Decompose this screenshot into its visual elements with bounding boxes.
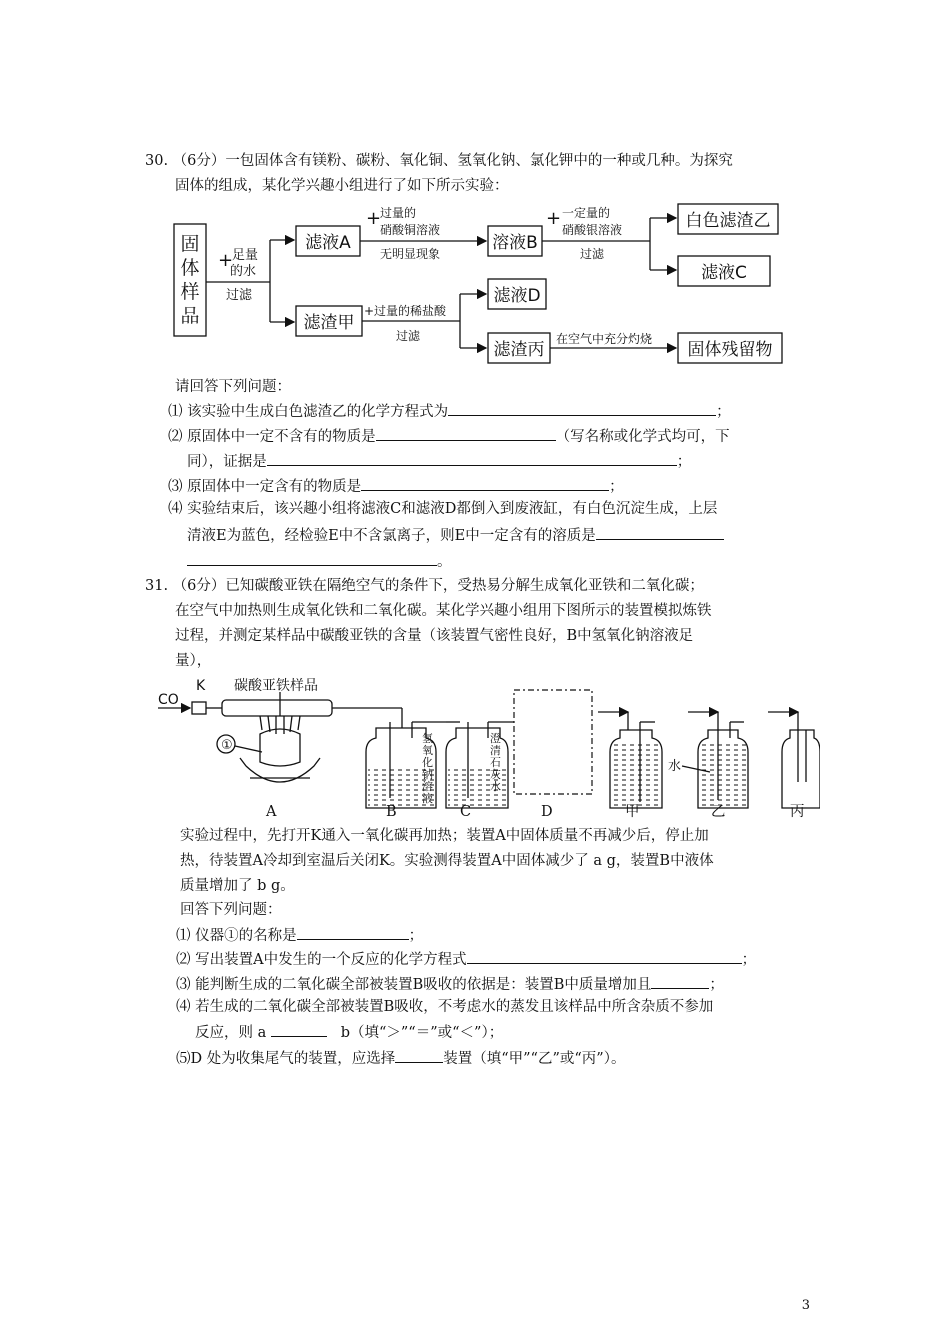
q31-p2: 热，待装置A冷却到室温后关闭K。实验测得装置A中固体减少了 a g，装置B中液体 (180, 853, 714, 869)
filtrate-c-label: 滤液C (701, 263, 747, 283)
q31-q4-text-2: b（填“＞”“＝”或“＜”）； (340, 1025, 504, 1041)
q31-q3-end: ； (709, 977, 724, 993)
co-label: CO (158, 692, 179, 708)
label-jia: 甲 (625, 804, 640, 820)
plus-sign: + (218, 250, 234, 271)
limewater-char: 清 (490, 744, 501, 757)
q31-q3 (176, 973, 724, 995)
q31-q5-blank[interactable] (395, 1047, 443, 1063)
limewater-char: 灰 (490, 768, 501, 781)
sample-char: 样 (180, 281, 200, 303)
naoh-char: 液 (422, 792, 433, 805)
q30-q2-cont (187, 450, 691, 472)
q31-q5 (176, 1047, 625, 1069)
q30-q1 (168, 400, 731, 422)
q31-line3: 过程，并测定某样品中碳酸亚铁的含量（该装置气密性良好，B中氢氧化钠溶液足 (175, 628, 694, 644)
sample-char: 品 (180, 305, 200, 327)
q31-q2-end: ； (741, 952, 757, 968)
naoh-char: 化 (422, 756, 433, 769)
water-label-1: 足量 (232, 248, 259, 263)
q31-prompt: 回答下列问题： (180, 902, 282, 918)
q30-line2: 固体的组成，某化学兴趣小组进行了如下所示实验： (175, 178, 509, 194)
naoh-char: 氢 (422, 732, 433, 745)
q30-q4-line2 (187, 524, 724, 546)
q31-q1-end: ； (408, 928, 424, 944)
q30-q4-text: 清液E为蓝色，经检验E中不含氯离子，则E中一定含有的溶质是 (187, 528, 596, 544)
label-bing: 丙 (790, 804, 805, 820)
filtrate-a-label: 滤液A (305, 233, 351, 253)
limewater-char: 澄 (490, 732, 501, 745)
q31-q4-line1: ⑷ 若生成的二氧化碳全部被装置B吸收，不考虑水的蒸发且该样品中所含杂质不参加 (176, 999, 714, 1015)
q31-p1: 实验过程中，先打开K通入一氧化碳再加热；装置A中固体质量不再减少后，停止加 (180, 828, 709, 844)
sample-char: 体 (180, 257, 200, 279)
cuno3-label-2: 硝酸铜溶液 (380, 223, 441, 237)
naoh-char: 溶 (422, 780, 433, 793)
instrument-1-label: ① (221, 738, 233, 753)
white-residue-label: 白色滤渣乙 (685, 211, 771, 231)
q31-q5-text-2: 装置（填“甲”“乙”或“丙”）。 (443, 1051, 626, 1067)
label-a: A (266, 804, 277, 820)
q30-q2-blank-1[interactable] (376, 425, 556, 441)
q31-q2 (176, 948, 756, 970)
q30-q2 (168, 425, 730, 447)
q31-q5-text: ⑸D 处为收集尾气的装置，应选择 (176, 1051, 396, 1067)
q31-apparatus-diagram (150, 672, 820, 822)
naoh-char: 钠 (422, 768, 433, 781)
q30-q4-line1: ⑷ 实验结束后，该兴趣小组将滤液C和滤液D都倒入到废液缸，有白色沉淀生成，上层 (168, 501, 718, 517)
q31-p3: 质量增加了 b g。 (180, 878, 295, 894)
water-label-2: 的水 (230, 264, 257, 279)
agno3-label-2: 硝酸银溶液 (562, 223, 623, 237)
q30-q4-blank-2[interactable] (187, 550, 437, 566)
q30-q1-text: ⑴ 该实验中生成白色滤渣乙的化学方程式为 (168, 404, 449, 420)
cuno3-label-1: 过量的 (380, 206, 417, 220)
label-c: C (460, 804, 472, 820)
limewater-char: 石 (490, 756, 501, 769)
q31-q4-line2 (195, 1021, 503, 1043)
limewater-char: 水 (490, 780, 501, 793)
solid-residue-label: 固体残留物 (687, 340, 773, 360)
q30-q3 (168, 475, 624, 497)
hcl-label: +过量的稀盐酸 (364, 304, 447, 318)
label-d: D (541, 804, 553, 820)
label-yi: 乙 (711, 804, 726, 820)
plus-sign: + (366, 208, 382, 229)
q31-q2-text: ⑵ 写出装置A中发生的一个反应的化学方程式 (176, 952, 467, 968)
filter-label-3: 过滤 (396, 329, 421, 343)
residue-jia-label: 滤渣甲 (303, 313, 355, 333)
no-change-label: 无明显现象 (380, 247, 441, 261)
sample-char: 固 (180, 233, 200, 255)
q31-q1-blank[interactable] (297, 924, 409, 940)
device-d-box (514, 690, 592, 794)
water-label: 水 (668, 759, 682, 774)
alcohol-lamp-flame (260, 729, 300, 766)
plus-sign: + (546, 208, 562, 229)
bottle-bing (782, 730, 820, 808)
q30-q3-end: ； (609, 479, 624, 495)
q30-q2-blank-2[interactable] (267, 450, 677, 466)
naoh-char: 氧 (422, 744, 433, 757)
q31-q1 (176, 924, 423, 946)
burn-label: 在空气中充分灼烧 (556, 332, 653, 346)
q31-q1-text: ⑴ 仪器①的名称是 (176, 928, 297, 944)
filter-label-1: 过滤 (226, 288, 253, 303)
agno3-label-1: 一定量的 (562, 206, 611, 220)
q30-q1-end: ； (716, 404, 731, 420)
valve-k-label: K (196, 678, 206, 694)
reaction-tube (222, 700, 332, 716)
q30-q2-end: ； (676, 454, 692, 470)
q31-q3-text: ⑶ 能判断生成的二氧化碳全部被装置B吸收的依据是：装置B中质量增加且 (176, 977, 652, 993)
q30-prompt: 请回答下列问题： (175, 379, 291, 395)
filtrate-d-label: 滤液D (493, 286, 541, 306)
q30-line1: 30. （6分）一包固体含有镁粉、碳粉、氧化铜、氢氧化钠、氯化钾中的一种或几种。为探究 (145, 153, 733, 169)
q30-flow-diagram (160, 198, 800, 373)
sample-label: 碳酸亚铁样品 (234, 678, 318, 694)
q30-q2-text: ⑵ 原固体中一定不含有的物质是 (168, 429, 376, 445)
filter-label-2: 过滤 (580, 247, 605, 261)
page-number: 3 (801, 1298, 810, 1313)
q30-q3-blank[interactable] (361, 475, 609, 491)
q31-q2-blank[interactable] (467, 948, 742, 964)
q30-q4-line3 (187, 550, 452, 572)
q31-line4: 量）， (175, 653, 212, 669)
q30-q4-blank-1[interactable] (596, 524, 724, 540)
solution-b-label: 溶液B (492, 233, 538, 253)
q30-q1-blank[interactable] (448, 400, 716, 416)
q30-q3-text: ⑶ 原固体中一定含有的物质是 (168, 479, 362, 495)
q31-q4-blank[interactable] (271, 1021, 327, 1037)
label-b: B (386, 804, 397, 820)
q31-q3-blank[interactable] (651, 973, 709, 989)
q31-line1: 31. （6分）已知碳酸亚铁在隔绝空气的条件下，受热易分解生成氧化亚铁和二氧化碳； (145, 578, 704, 594)
q30-q4-end: 。 (437, 554, 452, 570)
valve-k (192, 702, 206, 714)
residue-bing-label: 滤渣丙 (493, 340, 545, 360)
q30-q2-text-3: 同），证据是 (187, 454, 267, 470)
q31-line2: 在空气中加热则生成氧化铁和二氧化碳。某化学兴趣小组用下图所示的装置模拟炼铁 (175, 603, 712, 619)
q31-q4-text: 反应，则 a (195, 1025, 267, 1041)
q30-q2-text-2: （写名称或化学式均可，下 (555, 429, 730, 445)
